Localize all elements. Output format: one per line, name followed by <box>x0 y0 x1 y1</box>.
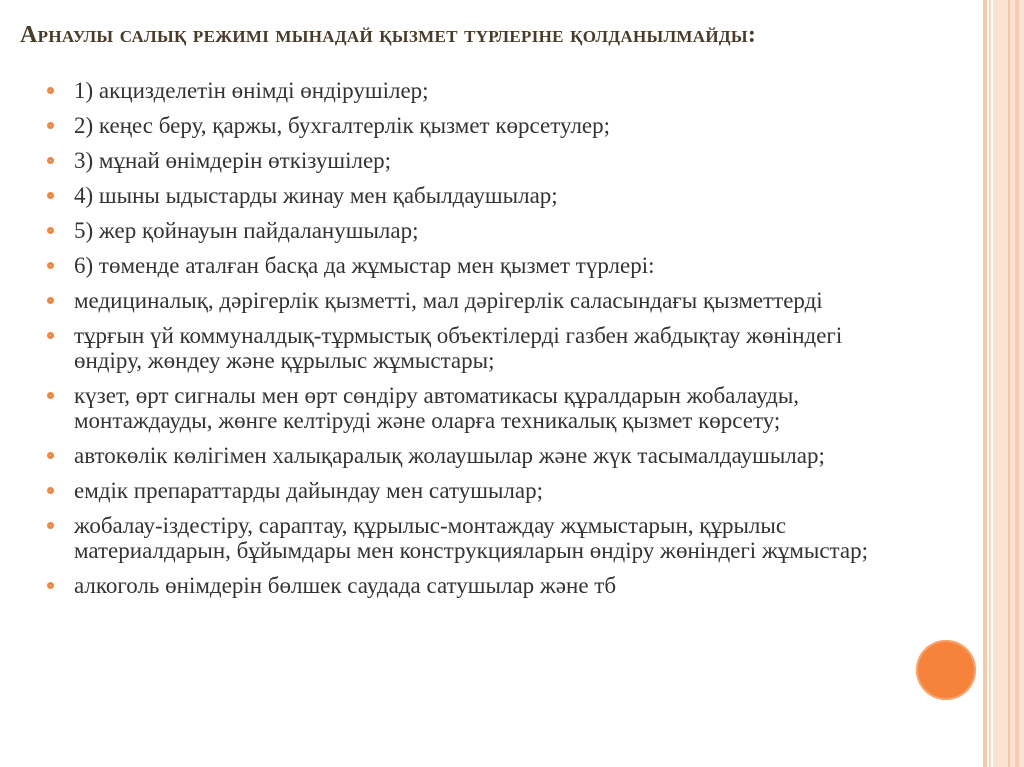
list-item-text: жобалау-іздестіру, сараптау, құрылыс-монтаждау жұмыстарын, құрылыс материалдарын, бұйымдары мен конструкцияларын өндіру жөніндегі жұмыстар; <box>74 513 868 563</box>
list-item-text: 3) мұнай өнімдерін өткізушілер; <box>74 148 392 173</box>
decorative-stripe <box>983 0 987 767</box>
bullet-icon <box>47 582 54 589</box>
bullet-icon <box>47 87 54 94</box>
bullet-icon <box>47 452 54 459</box>
list-item <box>44 288 904 313</box>
bullet-icon <box>47 157 54 164</box>
list-item-text: медициналық, дәрігерлік қызметті, мал дәрігерлік саласындағы қызметтерді <box>74 288 823 313</box>
decorative-stripe <box>989 0 991 767</box>
bullet-icon <box>47 227 54 234</box>
list-item-text: алкоголь өнімдерін бөлшек саудада сатушылар және тб <box>74 573 617 598</box>
list-item-text: 1) акцизделетін өнімді өндірушілер; <box>74 78 429 103</box>
list-item <box>44 113 904 138</box>
bullet-icon <box>47 122 54 129</box>
decorative-circle <box>916 640 976 700</box>
decorative-stripe <box>1008 0 1010 767</box>
bullet-icon <box>47 487 54 494</box>
list-item <box>44 183 904 208</box>
bullet-icon <box>47 192 54 199</box>
list-item <box>44 513 904 563</box>
bullet-icon <box>47 392 54 399</box>
list-item <box>44 478 904 503</box>
list-item <box>44 443 904 468</box>
list-item <box>44 573 904 598</box>
list-item-text: автокөлік көлігімен халықаралық жолаушылар және жүк тасымалдаушылар; <box>74 443 825 468</box>
list-item-text: тұрғын үй коммуналдық-тұрмыстық объектілерді газбен жабдықтау жөніндегі өндіру, жөндеу және құрылыс жұмыстары; <box>74 323 843 373</box>
decorative-stripe <box>1015 0 1019 767</box>
list-item <box>44 148 904 173</box>
bullet-list <box>44 78 904 608</box>
slide-title: Арнаулы салық режимі мынадай қызмет түрлеріне қолданылмайды: <box>20 22 757 48</box>
bullet-icon <box>47 262 54 269</box>
list-item-text: 4) шыны ыдыстарды жинау мен қабылдаушылар; <box>74 183 558 208</box>
list-item <box>44 253 904 278</box>
bullet-icon <box>47 332 54 339</box>
list-item-text: 5) жер қойнауын пайдаланушылар; <box>74 218 419 243</box>
bullet-icon <box>47 522 54 529</box>
list-item-text: күзет, өрт сигналы мен өрт сөндіру автоматикасы құралдарын жобалауды, монтаждауды, жөнге келтіруді және оларға техникалық қызмет көрсету; <box>74 383 800 433</box>
list-item <box>44 78 904 103</box>
bullet-icon <box>47 297 54 304</box>
list-item-text: емдік препараттарды дайындау мен сатушылар; <box>74 478 544 503</box>
list-item-text: 2) кеңес беру, қаржы, бухгалтерлік қызмет көрсетулер; <box>74 113 611 138</box>
list-item <box>44 218 904 243</box>
list-item <box>44 383 904 433</box>
list-item-text: 6) төменде аталған басқа да жұмыстар мен қызмет түрлері: <box>74 253 655 278</box>
list-item <box>44 323 904 373</box>
